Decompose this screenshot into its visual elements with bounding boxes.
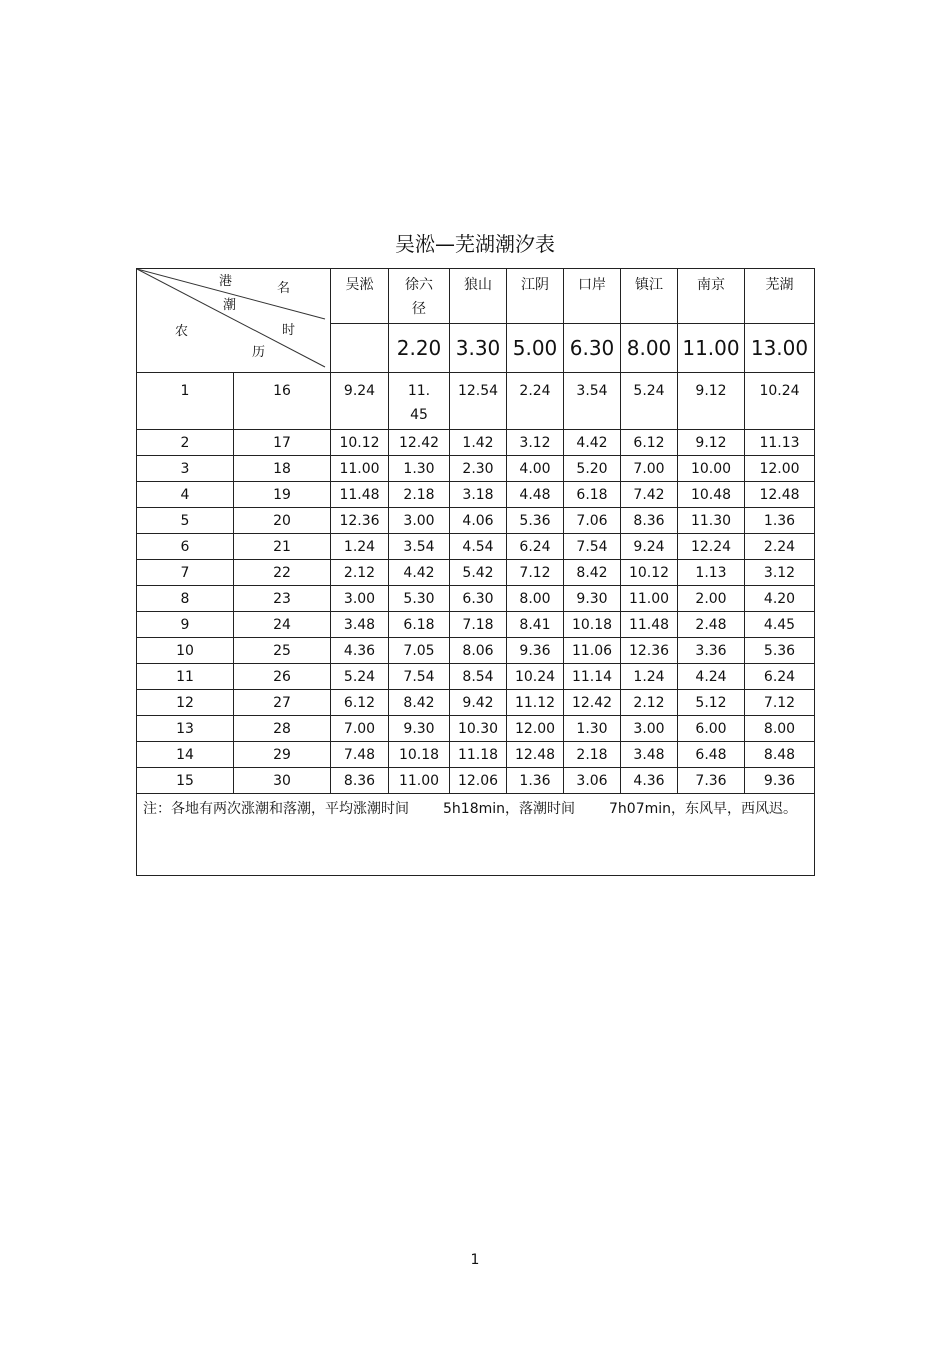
table-row <box>137 586 815 612</box>
table-row <box>137 768 815 794</box>
tide-time-cell: 7.05 <box>389 638 450 664</box>
tide-time-cell: 11.13 <box>745 430 815 456</box>
lunar-day-cell-alt: 27 <box>234 690 331 716</box>
tide-time-cell: 5.30 <box>389 586 450 612</box>
lunar-day-cell: 7 <box>137 560 234 586</box>
tide-time-cell: 10.48 <box>678 482 745 508</box>
tide-time-cell: 7.54 <box>389 664 450 690</box>
tide-time-cell: 12.06 <box>450 768 507 794</box>
table-row <box>137 482 815 508</box>
lunar-day-cell-alt: 23 <box>234 586 331 612</box>
tide-time-cell: 2.18 <box>389 482 450 508</box>
lunar-day-cell-alt: 17 <box>234 430 331 456</box>
table-body <box>137 269 815 876</box>
tide-time-cell: 2.24 <box>507 373 564 430</box>
tide-time-cell: 7.12 <box>745 690 815 716</box>
tide-time-cell: 2.12 <box>331 560 389 586</box>
table-row <box>137 508 815 534</box>
tide-time-cell: 2.00 <box>678 586 745 612</box>
tide-time-cell: 5.12 <box>678 690 745 716</box>
port-time-cell: 11.00 <box>678 324 745 373</box>
tide-time-cell: 11.18 <box>450 742 507 768</box>
tide-time-cell: 4.45 <box>745 612 815 638</box>
tide-time-cell: 12.00 <box>507 716 564 742</box>
header-row-ports <box>137 269 815 324</box>
tide-time-cell: 6.00 <box>678 716 745 742</box>
tide-time-cell: 3.54 <box>564 373 621 430</box>
tide-time-cell: 2.48 <box>678 612 745 638</box>
tide-time-cell: 5.36 <box>507 508 564 534</box>
port-name-cell: 口岸 <box>564 269 621 324</box>
port-time-cell: 8.00 <box>621 324 678 373</box>
tide-time-cell: 12.54 <box>450 373 507 430</box>
table-row <box>137 560 815 586</box>
table-row <box>137 430 815 456</box>
table-row <box>137 612 815 638</box>
port-name-cell: 南京 <box>678 269 745 324</box>
tide-time-cell: 6.30 <box>450 586 507 612</box>
lunar-day-cell: 13 <box>137 716 234 742</box>
tide-time-cell: 7.00 <box>331 716 389 742</box>
tide-time-cell: 5.42 <box>450 560 507 586</box>
port-name-cell: 江阴 <box>507 269 564 324</box>
tide-time-cell: 9.36 <box>745 768 815 794</box>
tide-time-cell: 11.00 <box>389 768 450 794</box>
tide-time-cell: 12.24 <box>678 534 745 560</box>
tide-time-cell: 9.36 <box>507 638 564 664</box>
port-time-cell: 6.30 <box>564 324 621 373</box>
tide-time-cell: 10.18 <box>389 742 450 768</box>
port-time-cell <box>331 324 389 373</box>
tide-time-cell: 6.24 <box>745 664 815 690</box>
tide-time-cell: 1.30 <box>389 456 450 482</box>
lunar-day-cell-alt: 24 <box>234 612 331 638</box>
lunar-day-cell-alt: 20 <box>234 508 331 534</box>
tide-time-cell: 10.12 <box>331 430 389 456</box>
page-title: 吴淞—芜湖潮汐表 <box>395 232 555 256</box>
tide-time-cell: 1.30 <box>564 716 621 742</box>
tide-time-cell: 4.36 <box>331 638 389 664</box>
corner-label-port: 港 <box>219 274 233 289</box>
tide-time-cell: 11.48 <box>621 612 678 638</box>
tide-time-cell: 8.06 <box>450 638 507 664</box>
table-row <box>137 742 815 768</box>
tide-time-cell: 11.48 <box>331 482 389 508</box>
tide-time-cell: 4.24 <box>678 664 745 690</box>
table-row <box>137 716 815 742</box>
lunar-day-cell: 1 <box>137 373 234 430</box>
tide-time-cell: 1.42 <box>450 430 507 456</box>
lunar-day-cell-alt: 19 <box>234 482 331 508</box>
lunar-day-cell: 5 <box>137 508 234 534</box>
lunar-day-cell: 10 <box>137 638 234 664</box>
tide-time-cell: 4.42 <box>564 430 621 456</box>
table-row <box>137 638 815 664</box>
port-name-cell: 吴淞 <box>331 269 389 324</box>
note-text-2: 5h18min，落潮时间 <box>443 801 575 817</box>
tide-time-cell: 3.54 <box>389 534 450 560</box>
tide-time-cell: 8.42 <box>564 560 621 586</box>
table-row <box>137 664 815 690</box>
note-row <box>137 794 815 876</box>
tide-time-cell: 5.36 <box>745 638 815 664</box>
tide-time-cell: 7.54 <box>564 534 621 560</box>
header-corner-cell <box>137 269 331 373</box>
tide-time-cell: 3.00 <box>389 508 450 534</box>
tide-time-cell: 12.00 <box>745 456 815 482</box>
tide-time-cell: 3.06 <box>564 768 621 794</box>
tide-time-cell: 11.14 <box>564 664 621 690</box>
lunar-day-cell-alt: 21 <box>234 534 331 560</box>
lunar-day-cell: 11 <box>137 664 234 690</box>
tide-time-cell: 3.48 <box>331 612 389 638</box>
tide-time-cell: 12.42 <box>564 690 621 716</box>
tide-time-cell: 5.20 <box>564 456 621 482</box>
tide-time-cell: 10.00 <box>678 456 745 482</box>
tide-time-cell: 10.12 <box>621 560 678 586</box>
tide-time-cell: 10.30 <box>450 716 507 742</box>
tide-time-cell: 7.36 <box>678 768 745 794</box>
port-time-cell: 3.30 <box>450 324 507 373</box>
tide-time-cell: 6.18 <box>389 612 450 638</box>
tide-time-cell: 11.00 <box>621 586 678 612</box>
tide-time-cell: 1.36 <box>507 768 564 794</box>
tide-time-cell: 6.48 <box>678 742 745 768</box>
port-name-cell: 狼山 <box>450 269 507 324</box>
tide-time-cell: 12.48 <box>745 482 815 508</box>
tide-time-cell: 11.30 <box>678 508 745 534</box>
lunar-day-cell: 6 <box>137 534 234 560</box>
tide-table <box>136 268 815 876</box>
corner-label-time: 时 <box>282 323 296 338</box>
tide-time-cell: 4.42 <box>389 560 450 586</box>
tide-time-cell: 6.12 <box>621 430 678 456</box>
table-row <box>137 534 815 560</box>
tide-time-cell: 2.18 <box>564 742 621 768</box>
tide-time-cell: 2.24 <box>745 534 815 560</box>
tide-time-cell: 4.48 <box>507 482 564 508</box>
tide-time-cell: 9.12 <box>678 430 745 456</box>
tide-time-cell: 2.12 <box>621 690 678 716</box>
port-time-cell: 5.00 <box>507 324 564 373</box>
tide-time-cell: 8.00 <box>745 716 815 742</box>
table-row <box>137 373 815 430</box>
tide-time-cell: 10.24 <box>507 664 564 690</box>
lunar-day-cell: 2 <box>137 430 234 456</box>
tide-time-cell: 10.24 <box>745 373 815 430</box>
tide-time-cell: 4.06 <box>450 508 507 534</box>
tide-time-cell: 10.18 <box>564 612 621 638</box>
tide-time-cell: 9.30 <box>389 716 450 742</box>
tide-time-cell: 3.00 <box>621 716 678 742</box>
tide-time-cell: 3.12 <box>507 430 564 456</box>
table-row <box>137 456 815 482</box>
tide-time-cell: 12.42 <box>389 430 450 456</box>
tide-time-cell: 5.24 <box>331 664 389 690</box>
lunar-day-cell-alt: 18 <box>234 456 331 482</box>
tide-time-cell: 8.42 <box>389 690 450 716</box>
tide-time-cell: 7.06 <box>564 508 621 534</box>
note-text-1: 注：各地有两次涨潮和落潮，平均涨潮时间 <box>143 801 409 817</box>
tide-time-cell: 6.18 <box>564 482 621 508</box>
tide-time-cell: 8.41 <box>507 612 564 638</box>
tide-time-cell: 12.36 <box>621 638 678 664</box>
lunar-day-cell-alt: 28 <box>234 716 331 742</box>
tide-time-cell: 12.48 <box>507 742 564 768</box>
tide-time-cell: 3.18 <box>450 482 507 508</box>
page-number: 1 <box>470 1252 480 1268</box>
corner-label-lunar-1: 农 <box>175 324 189 339</box>
tide-time-cell: 5.24 <box>621 373 678 430</box>
tide-time-cell: 7.18 <box>450 612 507 638</box>
lunar-day-cell: 12 <box>137 690 234 716</box>
tide-time-cell: 8.36 <box>621 508 678 534</box>
lunar-day-cell: 4 <box>137 482 234 508</box>
tide-time-cell: 9.12 <box>678 373 745 430</box>
lunar-day-cell-alt: 29 <box>234 742 331 768</box>
lunar-day-cell: 9 <box>137 612 234 638</box>
tide-time-cell: 9.24 <box>621 534 678 560</box>
tide-time-cell: 11.06 <box>564 638 621 664</box>
lunar-day-cell: 8 <box>137 586 234 612</box>
tide-time-cell: 1.36 <box>745 508 815 534</box>
lunar-day-cell: 15 <box>137 768 234 794</box>
lunar-day-cell-alt: 25 <box>234 638 331 664</box>
tide-time-cell: 1.13 <box>678 560 745 586</box>
tide-time-cell: 8.54 <box>450 664 507 690</box>
corner-label-name: 名 <box>277 281 291 296</box>
lunar-day-cell: 14 <box>137 742 234 768</box>
tide-time-cell: 9.30 <box>564 586 621 612</box>
port-name-cell: 镇江 <box>621 269 678 324</box>
tide-time-cell: 4.54 <box>450 534 507 560</box>
tide-time-cell: 4.36 <box>621 768 678 794</box>
port-time-cell: 2.20 <box>389 324 450 373</box>
tide-time-cell: 4.00 <box>507 456 564 482</box>
tide-time-cell: 6.12 <box>331 690 389 716</box>
note-text-3: 7h07min，东风早，西风迟。 <box>609 801 797 817</box>
tide-time-cell: 11.00 <box>331 456 389 482</box>
port-name-cell: 芜湖 <box>745 269 815 324</box>
table-row <box>137 690 815 716</box>
tide-time-cell: 8.48 <box>745 742 815 768</box>
port-name-cell: 徐六 径 <box>389 269 450 324</box>
tide-time-cell: 11.12 <box>507 690 564 716</box>
tide-time-cell: 4.20 <box>745 586 815 612</box>
lunar-day-cell: 3 <box>137 456 234 482</box>
tide-time-cell: 9.42 <box>450 690 507 716</box>
tide-time-cell: 3.48 <box>621 742 678 768</box>
tide-time-cell: 12.36 <box>331 508 389 534</box>
tide-time-cell: 3.36 <box>678 638 745 664</box>
tide-time-cell: 7.00 <box>621 456 678 482</box>
tide-time-cell: 1.24 <box>621 664 678 690</box>
tide-time-cell: 6.24 <box>507 534 564 560</box>
tide-time-cell: 7.48 <box>331 742 389 768</box>
tide-time-cell: 3.00 <box>331 586 389 612</box>
tide-time-cell: 1.24 <box>331 534 389 560</box>
tide-time-cell: 7.12 <box>507 560 564 586</box>
note-cell <box>137 794 815 876</box>
tide-time-cell: 9.24 <box>331 373 389 430</box>
lunar-day-cell-alt: 26 <box>234 664 331 690</box>
lunar-day-cell-alt: 30 <box>234 768 331 794</box>
tide-time-cell: 2.30 <box>450 456 507 482</box>
lunar-day-cell-alt: 22 <box>234 560 331 586</box>
tide-time-cell: 3.12 <box>745 560 815 586</box>
tide-time-cell: 8.36 <box>331 768 389 794</box>
corner-label-lunar-2: 历 <box>252 345 266 360</box>
port-time-cell: 13.00 <box>745 324 815 373</box>
lunar-day-cell-alt: 16 <box>234 373 331 430</box>
corner-label-tide: 潮 <box>223 298 237 313</box>
corner-diagonals <box>137 269 333 369</box>
tide-time-cell: 8.00 <box>507 586 564 612</box>
tide-time-cell: 11. 45 <box>389 373 450 430</box>
tide-time-cell: 7.42 <box>621 482 678 508</box>
